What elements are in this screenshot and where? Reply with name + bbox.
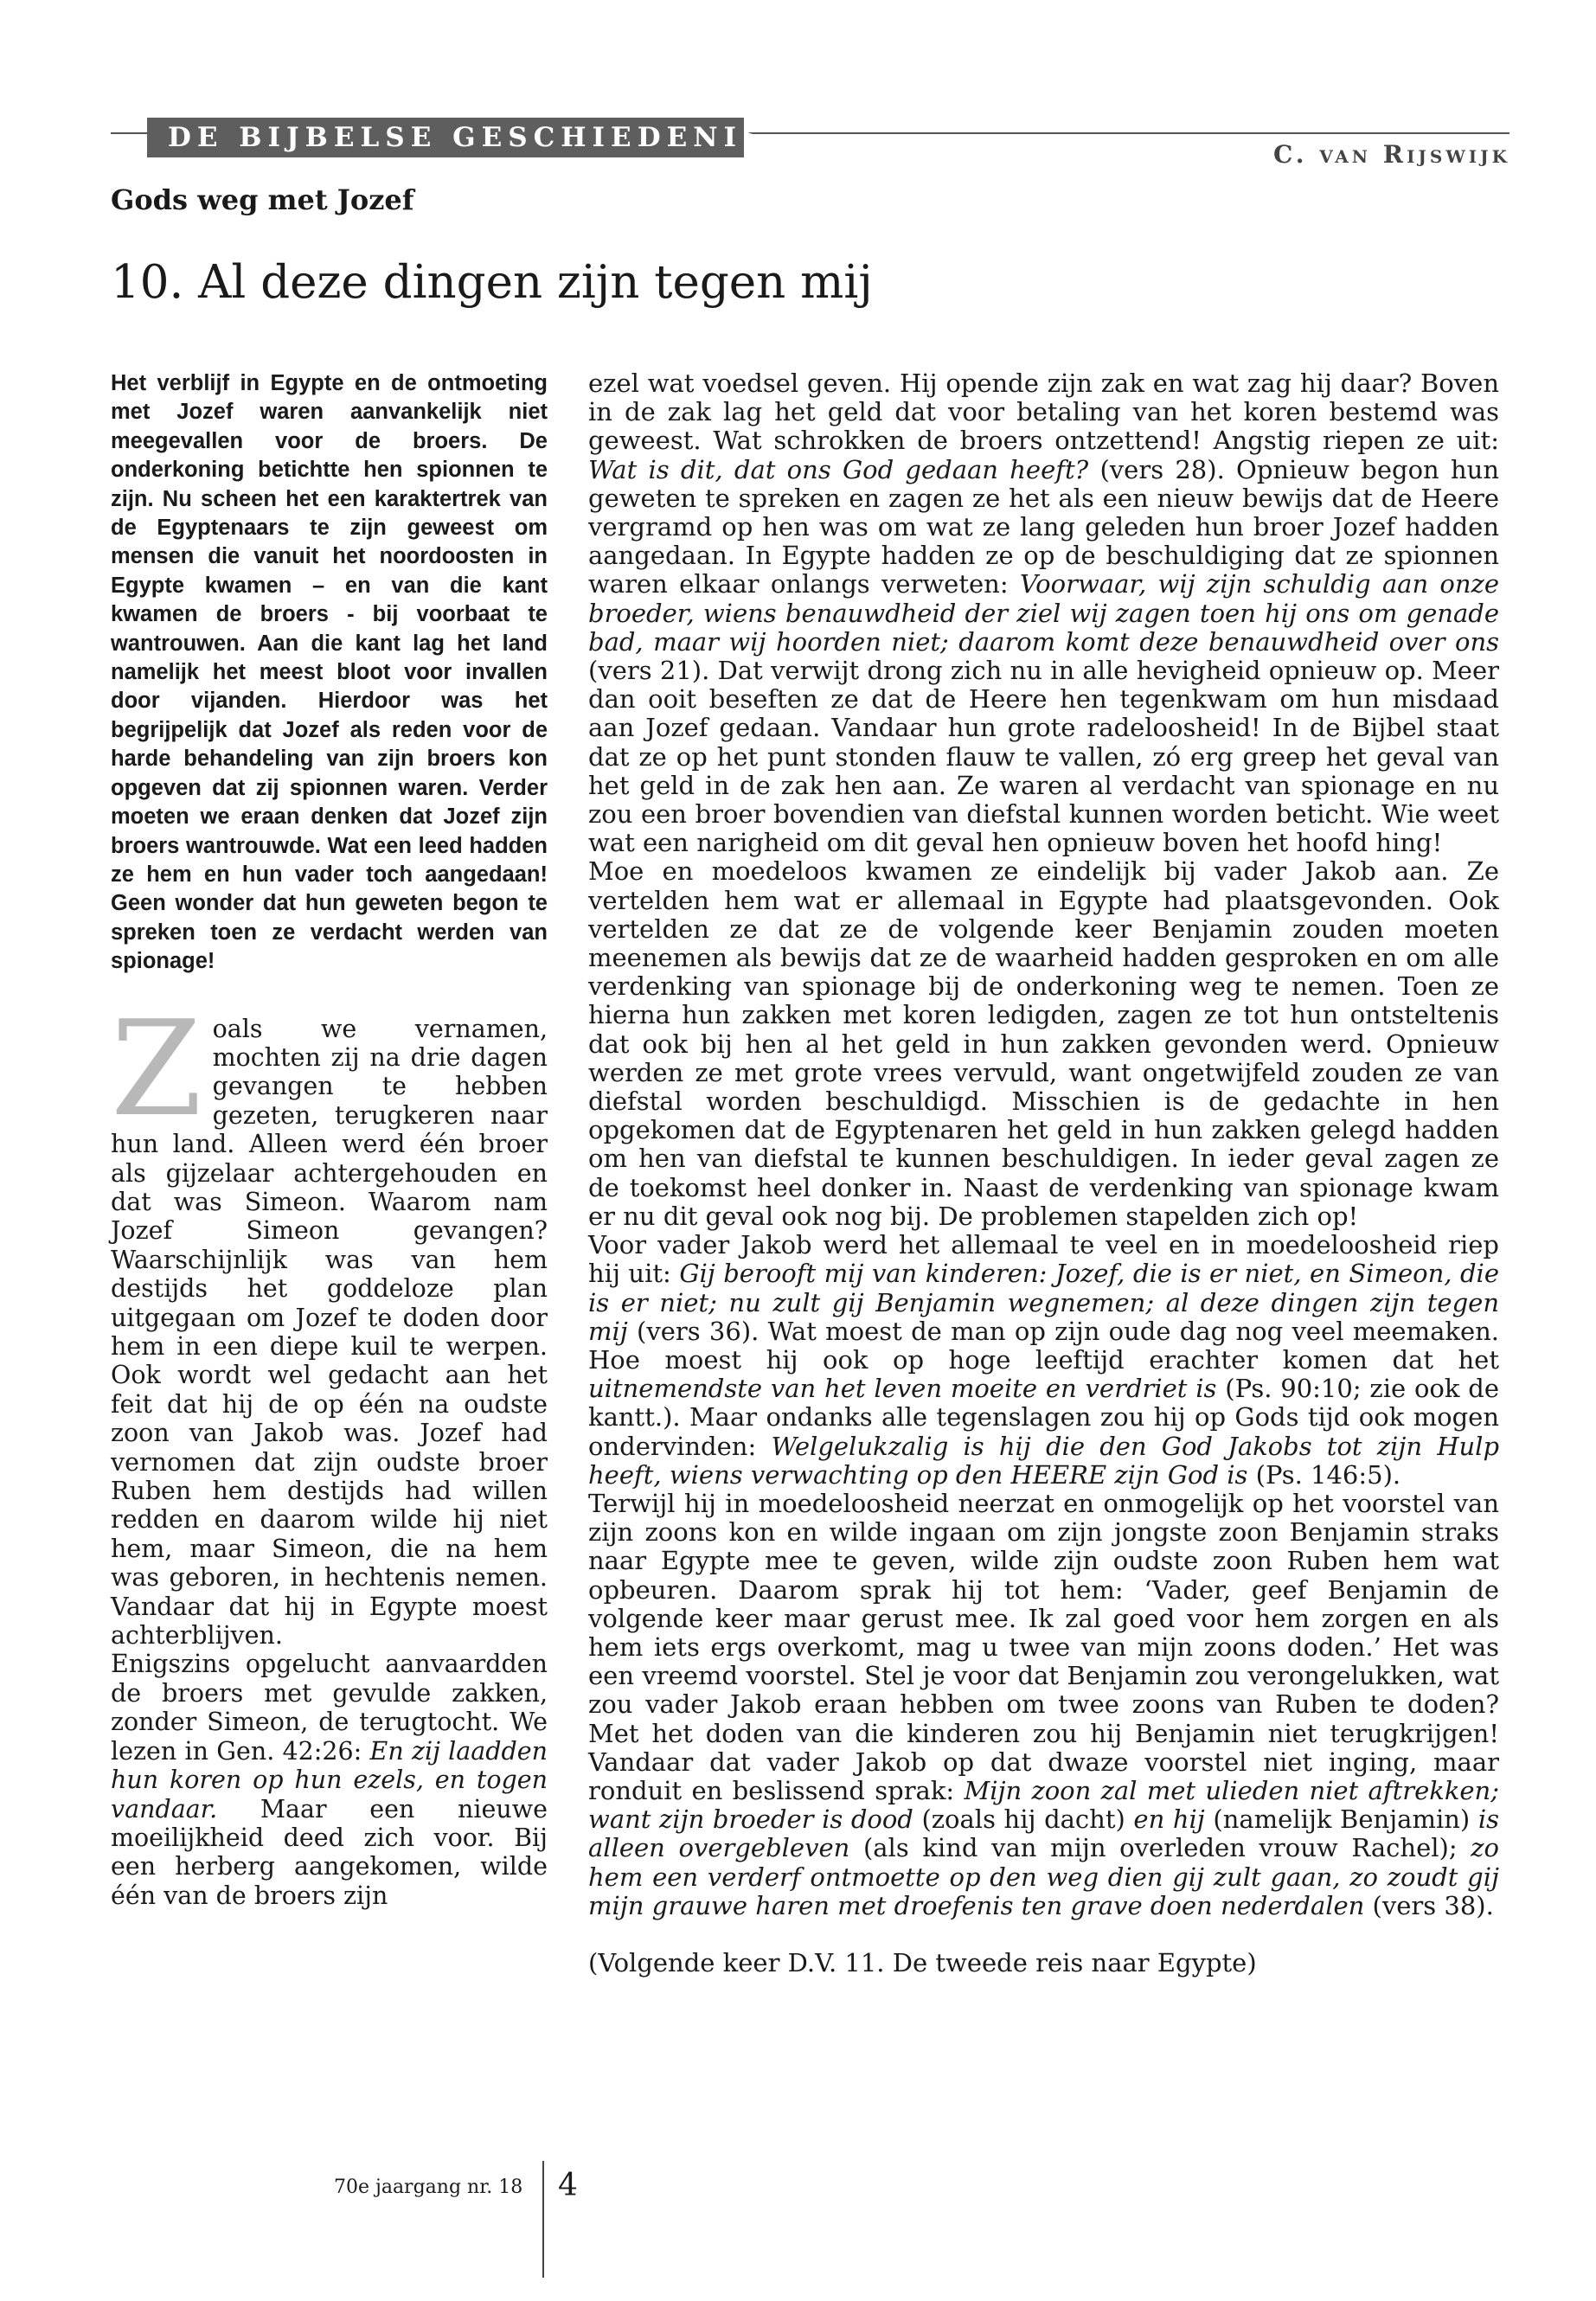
paragraph: Enigszins opgelucht aanvaardden de broers met gevulde zakken, zonder Simeon, de terugtocht. We lezen in Gen. 42:26: En zij laadden hun koren op hun ezels, en togen vandaar. Maar een nieuwe moeilijkheid deed zich voor. Bij een herberg aangekomen, wilde één van de broers zijn [111,1650,548,1910]
paragraph: Zoals we vernamen, mochten zij na drie dagen gevangen te hebben gezeten, terugkeren naar hun land. Alleen werd één broer als gijzelaar achtergehouden en dat was Simeon. Waarom nam Jozef Simeon gevangen? Waarschijnlijk was van hem destijds het goddeloze plan uitgegaan om Jozef te doden door hem in een diepe kuil te werpen. Ook wordt wel gedacht aan het feit dat hij de op één na oudste zoon van Jakob was. Jozef had vernomen dat zijn oudste broer Ruben hem destijds had willen redden en daarom wilde hij niet hem, maar Simeon, die na hem was geboren, in hechtenis nemen. Vandaar dat hij in Egypte moest achterblijven. [111,991,548,1650]
bible-quote: Voorwaar, wij zijn schuldig aan onze broeder, wiens benauwdheid der ziel wij zagen toen hij ons om genade bad, maar wij hoorden niet; daarom komt deze benauwdheid over ons [588,569,1499,657]
author-name: C. van Rijswijk [1273,140,1510,169]
body-left [111,991,548,1911]
next-episode-note: (Volgende keer D.V. 11. De tweede reis naar Egypte) [588,1947,1257,1977]
right-column [588,369,1499,1977]
issue-number: 70e jaargang nr. 18 [334,2176,523,2198]
paragraph: Terwijl hij in moedeloosheid neerzat en onmogelijk op het voorstel van zijn zoons kon en wilde ingaan om zijn jongste zoon Benjamin straks naar Egypte mee te geven, wilde zijn oudste zoon Ruben hem wat opbeuren. Daarom sprak hij tot hem: ‘Vader, geef Benjamin de volgende keer maar gerust mee. Ik zal goed voor hem zorgen en als hem iets ergs overkomt, mag u twee van mijn zoons doden.’ Het was een vreemd voorstel. Stel je voor dat Benjamin zou verongelukken, wat zou vader Jakob eraan hebben om twee zoons van Ruben te doden? Met het doden van die kinderen zou hij Benjamin niet terugkrijgen! Vandaar dat vader Jakob op dat dwaze voorstel niet inging, maar ronduit en beslissend sprak: Mijn zoon zal met ulieden niet aftrekken; want zijn broeder is dood (zoals hij dacht) en hij (namelijk Benjamin) is alleen overgebleven (als kind van mijn overleden vrouw Rachel); zo hem een verderf ontmoette op den weg dien gij zult gaan, zo zoudt gij mijn grauwe haren met droefenis ten grave doen nederdalen (vers 38). [588,1488,1500,1920]
series-title: Gods weg met Jozef [111,183,414,216]
bible-quote: en hij [1133,1804,1205,1835]
bible-quote: uitnemendste van het leven moeite en verdriet is [588,1374,1217,1404]
dropcap-letter: Z [111,991,202,1145]
paragraph: ezel wat voedsel geven. Hij opende zijn zak en wat zag hij daar? Boven in de zak lag het geld dat voor betaling van het koren bestemd was geweest. Wat schrokken de broers ontzettend! Angstig riepen ze uit: Wat is dit, dat ons God gedaan heeft? (vers 28). Opnieuw begon hun geweten te spreken en zagen ze het als een nieuw bewijs dat de Heere vergramd op hen was om wat ze lang geleden hun broer Jozef hadden aangedaan. In Egypte hadden ze op de beschuldiging dat ze spionnen waren elkaar onlangs verweten: Voorwaar, wij zijn schuldig aan onze broeder, wiens benauwdheid der ziel wij zagen toen hij ons om genade bad, maar wij hoorden niet; daarom komt deze benauwdheid over ons (vers 21). Dat verwijt drong zich nu in alle hevigheid opnieuw op. Meer dan ooit beseften ze dat de Heere hen tegenkwam om hun misdaad aan Jozef gedaan. Vandaar hun grote radeloosheid! In de Bijbel staat dat ze op het punt stonden flauw te vallen, zó erg greep het geval van het geld in de zak hen aan. Ze waren al verdacht van spionage en nu zou een broer bovendien van diefstal kunnen worden beticht. Wie weet wat een narigheid om dit geval hen opnieuw boven het hoofd hing! [588,369,1500,858]
paragraph: Voor vader Jakob werd het allemaal te veel en in moedeloosheid riep hij uit: Gij berooft mij van kinderen: Jozef, die is er niet, en Simeon, die is er niet; nu zult gij Benjamin wegnemen; al deze dingen zijn tegen mij (vers 36). Wat moest de man op zijn oude dag nog veel meemaken. Hoe moest hij ook op hoge leeftijd erachter komen dat het uitnemendste van het leven moeite en verdriet is (Ps. 90:10; zie ook de kantt.). Maar ondanks alle tegenslagen zou hij op Gods tijd ook mogen ondervinden: Welgelukzalig is hij die den God Jakobs tot zijn Hulp heeft, wiens verwachting op den HEERE zijn God is (Ps. 146:5). [588,1230,1500,1490]
footer-divider [542,2161,544,2278]
article-title: 10. Al deze dingen zijn tegen mij [111,256,873,309]
bible-quote: Mijn zoon zal met ulieden niet aftrekken; want zijn broeder is dood [588,1775,1500,1835]
bible-quote: En zij laadden hun koren op hun ezels, en togen vandaar. [111,1736,548,1823]
section-header: DE BIJBELSE GESCHIEDENIS [147,118,744,157]
bible-quote: Wat is dit, dat ons God gedaan heeft? [588,454,1089,484]
page-number: 4 [558,2168,578,2203]
intro-paragraph: Het verblijf in Egypte en de ontmoeting met Jozef waren aanvankelijk niet meegevallen voor de broers. De onderkoning betichtte hen spionnen te zijn. Nu scheen het een karaktertrek van de Egyptenaars te zijn geweest om mensen die vanuit het noordoosten in Egypte kwamen – en van die kant kwamen de broers - bij voorbaat te wantrouwen. Aan die kant lag het land namelijk het meest bloot voor invallen door vijanden. Hierdoor was het begrijpelijk dat Jozef als reden voor de harde behandeling van zijn broers kon opgeven dat zij spionnen waren. Verder moeten we eraan denken dat Jozef zijn broers wantrouwde. Wat een leed hadden ze hem en hun vader toch aangedaan! Geen wonder dat hun geweten begon te spreken toen ze verdacht werden van spionage! [111,371,548,974]
paragraph: Moe en moedeloos kwamen ze eindelijk bij vader Jakob aan. Ze vertelden hem wat er allemaal in Egypte had plaatsgevonden. Ook vertelden ze dat ze de volgende keer Benjamin zouden moeten meenemen als bewijs dat ze de waarheid hadden gesproken en om alle verdenking van spionage bij de onderkoning weg te nemen. Toen ze hierna hun zakken met koren ledigden, zagen ze tot hun ontsteltenis dat ook bij hen al het geld in hun zakken gevonden werd. Opnieuw werden ze met grote vrees vervuld, want ongetwijfeld zouden ze van diefstal worden beschuldigd. Misschien is de gedachte in hen opgekomen dat de Egyptenaren het geld in hun zakken gelegd hadden om hen van diefstal te kunnen beschuldigen. In ieder geval zagen ze de toekomst heel donker in. Naast de verdenking van spionage kwam er nu dit geval ook nog bij. De problemen stapelden zich op! [588,856,1499,1231]
left-column [111,369,548,1910]
bible-quote: Welgelukzalig is hij die den God Jakobs tot zijn Hulp heeft, wiens verwachting op den HEERE zijn God is [588,1431,1500,1490]
bible-quote: is alleen overgebleven [588,1804,1499,1863]
bible-quote: Gij berooft mij van kinderen: Jozef, die is er niet, en Simeon, die is er niet; nu zult gij Benjamin wegnemen; al deze dingen zijn tegen mij [588,1259,1499,1346]
bible-quote: zo hem een verderf ontmoette op den weg dien gij zult gaan, zo zoudt gij mijn grauwe haren met droefenis ten grave doen nederdalen [588,1833,1499,1920]
